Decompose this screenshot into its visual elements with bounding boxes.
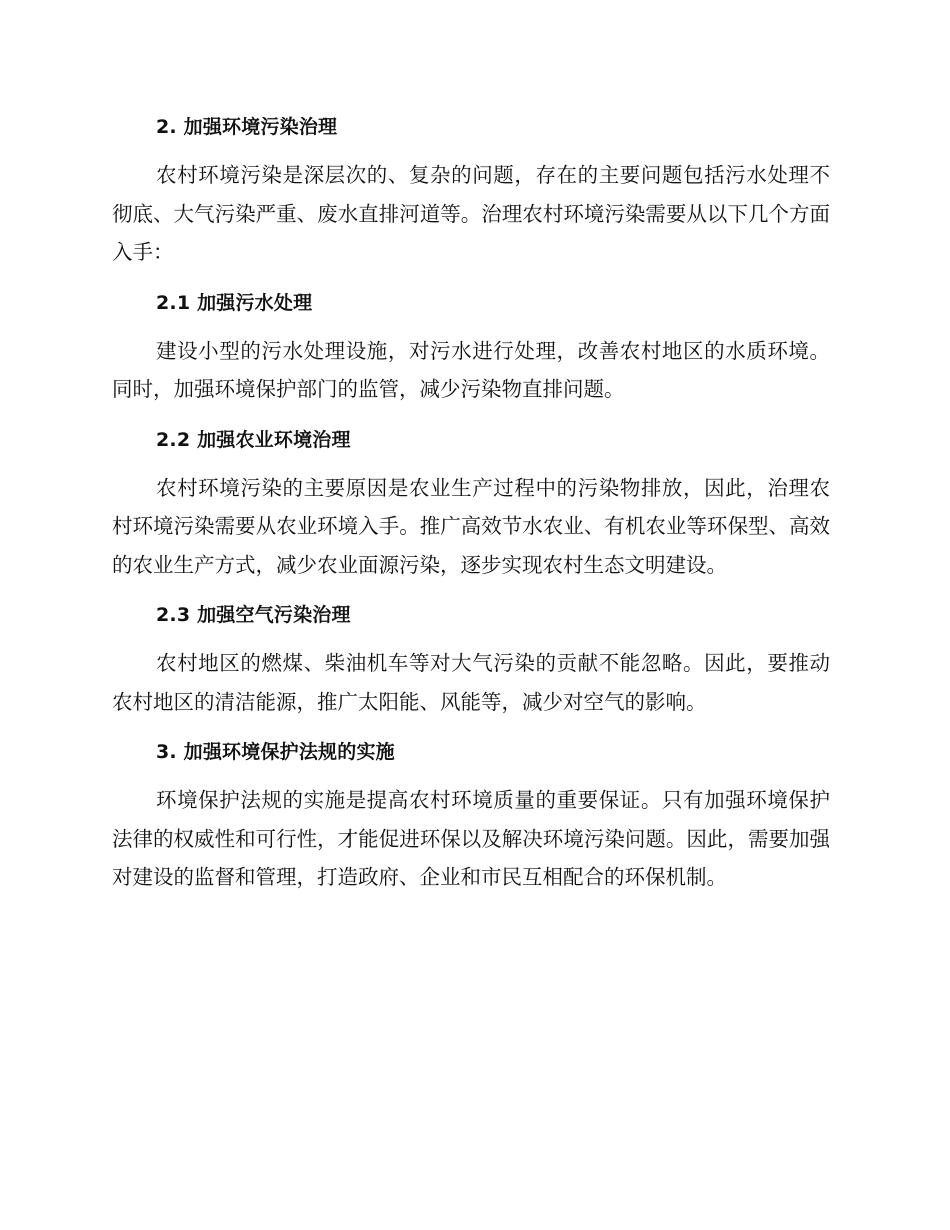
section-heading-2: 2. 加强环境污染治理 (156, 116, 338, 138)
section-paragraph-2: 农村环境污染是深层次的、复杂的问题，存在的主要问题包括污水处理不彻底、大气污染严重、废水直排河道等。治理农村环境污染需要从以下几个方面入手： (112, 163, 830, 264)
section-paragraph-2-2: 农村环境污染的主要原因是农业生产过程中的污染物排放，因此，治理农村环境污染需要从农业环境入手。推广高效节水农业、有机农业等环保型、高效的农业生产方式，减少农业面源污染，逐步实现农村生态文明建设。 (112, 475, 830, 577)
document-page (112, 108, 830, 897)
section-paragraph-2-3: 农村地区的燃煤、柴油机车等对大气污染的贡献不能忽略。因此，要推动农村地区的清洁能源，推广太阳能、风能等，减少对空气的影响。 (112, 651, 830, 714)
section-paragraph-3: 环境保护法规的实施是提高农村环境质量的重要保证。只有加强环境保护法律的权威性和可行性，才能促进环保以及解决环境污染问题。因此，需要加强对建设的监督和管理，打造政府、企业和市民互相配合的环保机制。 (112, 788, 830, 889)
section-heading-2-1: 2.1 加强污水处理 (156, 291, 313, 314)
section-heading-2-2: 2.2 加强农业环境治理 (156, 428, 351, 451)
section-heading-3: 3. 加强环境保护法规的实施 (156, 741, 395, 763)
section-paragraph-2-1: 建设小型的污水处理设施，对污水进行处理，改善农村地区的水质环境。同时，加强环境保护部门的监管，减少污染物直排问题。 (112, 338, 830, 401)
section-heading-2-3: 2.3 加强空气污染治理 (156, 604, 351, 626)
